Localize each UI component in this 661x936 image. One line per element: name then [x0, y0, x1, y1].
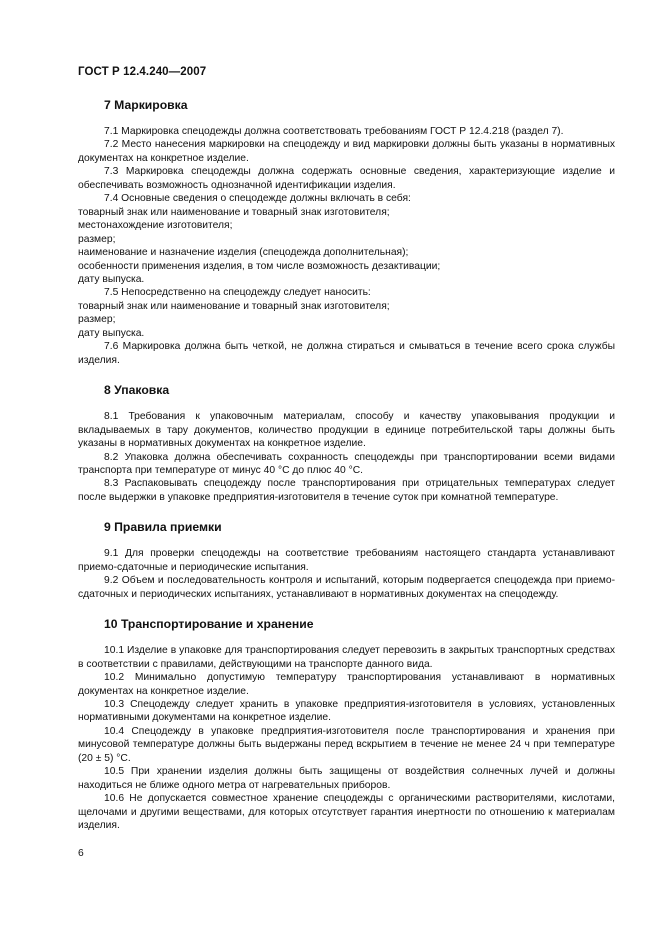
paragraph: 10.2 Минимально допустимую температуру транспортирования устанавливают в нормативных документах на конкретное изделие. — [78, 672, 615, 697]
paragraph: 10.3 Спецодежду следует хранить в упаковке предприятия-изготовителя в условиях, установленных нормативными документами на конкретное изделие. — [78, 698, 615, 724]
paragraph: 10.5 При хранении изделия должны быть защищены от воздействия солнечных лучей и должны находиться не ближе одного метра от нагревательных приборов. — [78, 766, 615, 791]
list-item: товарный знак или наименование и товарный знак изготовителя; — [78, 206, 390, 218]
standard-header: ГОСТ Р 12.4.240—2007 — [78, 66, 207, 78]
list-item: размер; — [78, 233, 116, 245]
section-acceptance — [78, 520, 615, 601]
paragraph: 7.3 Маркировка спецодежды должна содержать основные сведения, характеризующие изделие и обеспечивать возможность однозначной идентификации изделия. — [78, 166, 615, 191]
paragraph: 7.4 Основные сведения о спецодежде должны включать в себя: — [104, 193, 411, 205]
section-title: 9 Правила приемки — [104, 520, 222, 535]
section-title: 8 Упаковка — [104, 383, 170, 398]
section-packaging — [78, 383, 615, 504]
section-title: 10 Транспортирование и хранение — [104, 617, 314, 632]
list-item: особенности применения изделия, в том числе возможность дезактивации; — [78, 260, 441, 272]
paragraph: 10.6 Не допускается совместное хранение спецодежды с органическими растворителями, кислотами, щелочами и другими веществами, для которых отсутствует гарантия инертности по отношению к материалам изделия. — [78, 793, 615, 832]
section-marking — [78, 98, 615, 367]
list-item: местонахождение изготовителя; — [78, 220, 233, 232]
paragraph: 8.3 Распаковывать спецодежду после транспортирования при отрицательных температурах следует после выдержки в упаковке предприятия-изготовителя в течение суток при комнатной температуре. — [78, 478, 615, 503]
paragraph: 7.2 Место нанесения маркировки на спецодежду и вид маркировки должны быть указаны в нормативных документах на конкретное изделие. — [78, 139, 615, 164]
list-item: наименование и назначение изделия (спецодежда дополнительная); — [78, 247, 409, 259]
document-body — [78, 98, 615, 848]
paragraph: 7.5 Непосредственно на спецодежду следует наносить: — [104, 287, 371, 299]
paragraph: 7.1 Маркировка спецодежды должна соответствовать требованиям ГОСТ Р 12.4.218 (раздел 7). — [104, 126, 564, 137]
page-number: 6 — [78, 848, 84, 859]
paragraph: 9.2 Объем и последовательность контроля и испытаний, которым подвергается спецодежда при приемо-сдаточных и периодических испытаниях, устанавливают в нормативных документах на спецодежду. — [78, 575, 615, 600]
paragraph: 10.4 Спецодежду в упаковке предприятия-изготовителя после транспортирования и хранения при минусовой температуре должны быть выдержаны перед вскрытием в течение не менее 24 ч при температуре (20 ± 5) °С. — [78, 725, 615, 764]
paragraph: 9.1 Для проверки спецодежды на соответствие требованиям настоящего стандарта устанавливают приемо-сдаточные и периодические испытания. — [78, 548, 615, 573]
list-item: дату выпуска. — [78, 327, 145, 339]
section-transport-storage — [78, 617, 615, 832]
list-item: дату выпуска. — [78, 273, 145, 285]
paragraph: 7.6 Маркировка должна быть четкой, не должна стираться и смываться в течение всего срока службы изделия. — [78, 341, 615, 366]
list-item: размер; — [78, 314, 116, 326]
paragraph: 10.1 Изделие в упаковке для транспортирования следует перевозить в закрытых транспортных средствах в соответствии с правилами, действующими на транспорте данного вида. — [78, 645, 615, 670]
paragraph: 8.2 Упаковка должна обеспечивать сохранность спецодежды при транспортировании всеми видами транспорта при температуре от минус 40 °С до плюс 40 °С. — [78, 451, 615, 476]
list-item: товарный знак или наименование и товарный знак изготовителя; — [78, 300, 390, 312]
paragraph: 8.1 Требования к упаковочным материалам, способу и качеству упаковывания продукции и вкладываемых в тару документов, количество продукции в единице потребительской тары должны быть указаны в нормативных документах на конкретное изделие. — [78, 411, 615, 450]
section-title: 7 Маркировка — [104, 98, 188, 112]
